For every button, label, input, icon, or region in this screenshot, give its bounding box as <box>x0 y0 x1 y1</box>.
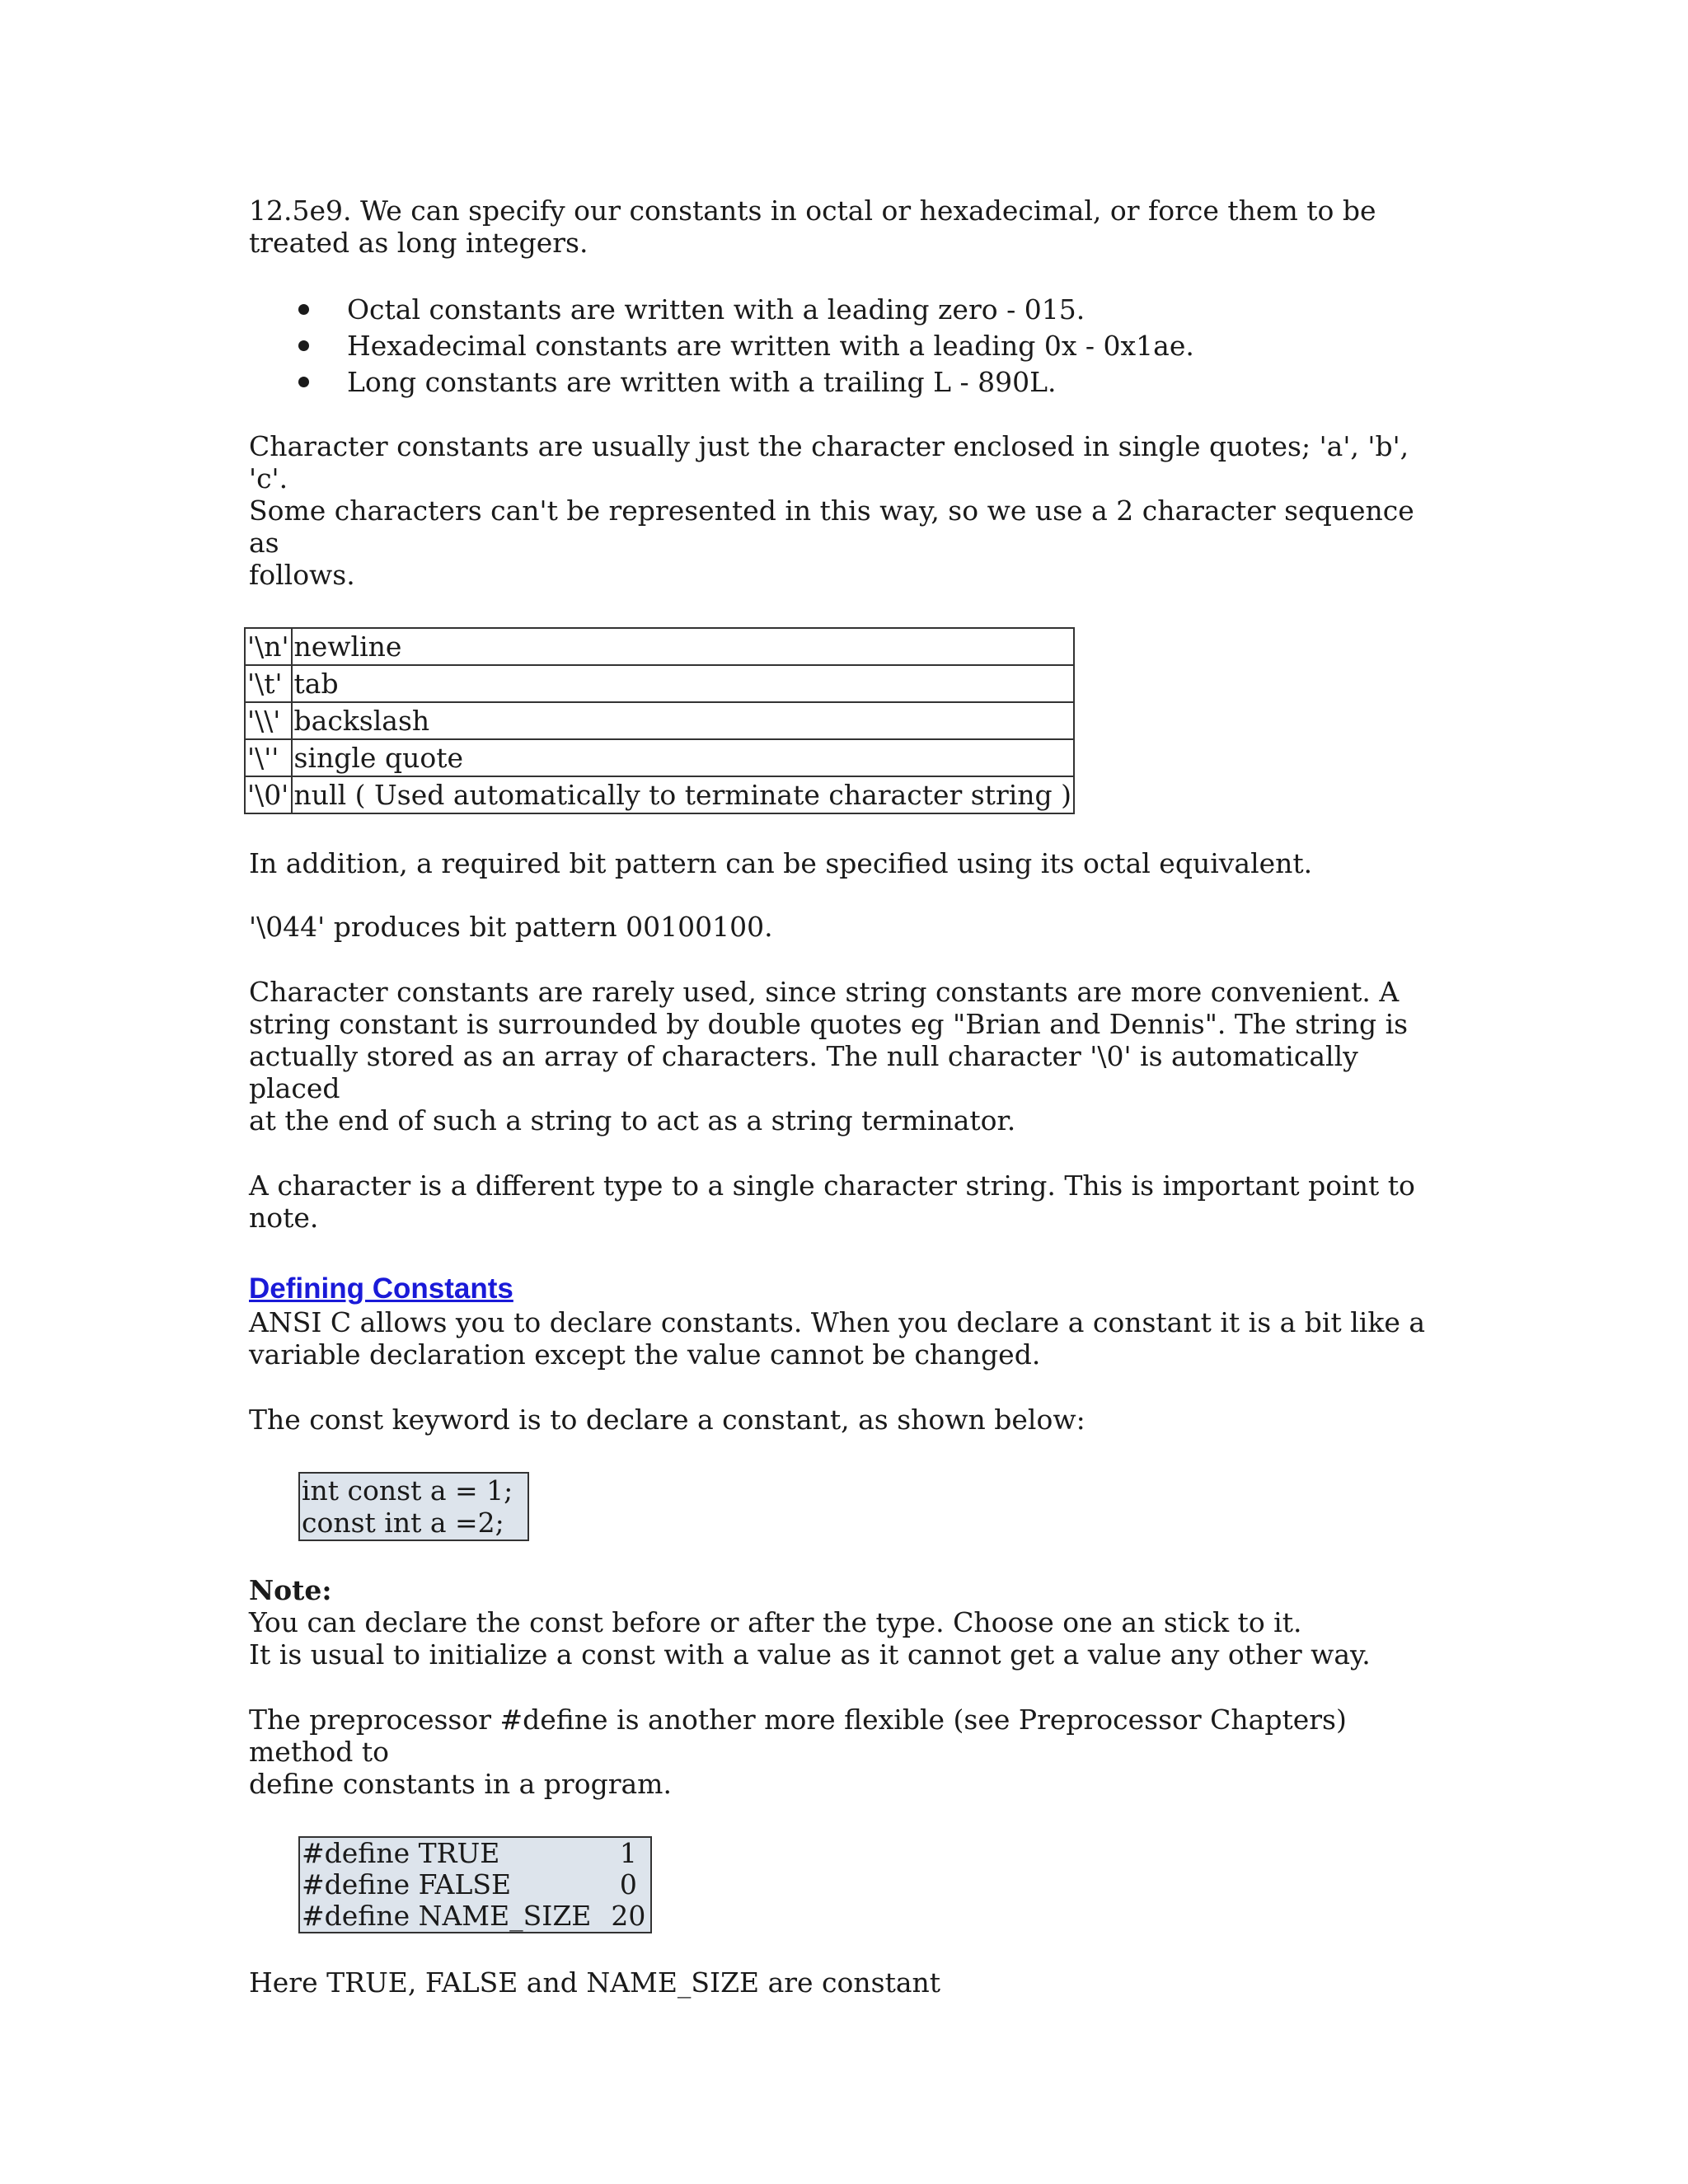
character-constants-paragraph: Character constants are usually just the character enclosed in single quotes; 'a', 'b', 'c'. Some characters can't be represented in this way, so we use a 2 character sequence as follows. <box>249 430 1414 591</box>
define-name: #define FALSE <box>302 1868 512 1900</box>
const-keyword-paragraph: The const keyword is to declare a constant, as shown below: <box>249 1404 1085 1436</box>
table-row <box>245 702 1074 739</box>
escape-code-cell: '\0' <box>245 776 292 813</box>
define-value: 20 <box>611 1900 646 1932</box>
defining-constants-heading-link[interactable]: Defining Constants <box>249 1272 513 1305</box>
define-value: 1 <box>619 1837 637 1869</box>
define-name: #define TRUE <box>302 1837 500 1869</box>
code-line: int const a = 1; <box>302 1474 513 1507</box>
bullet-icon <box>298 340 309 351</box>
escape-code-cell: '\'' <box>245 739 292 776</box>
document-page <box>249 194 1452 1999</box>
note-label: Note: <box>249 1574 332 1606</box>
intro-line-2: treated as long integers. <box>249 227 588 259</box>
escape-code-cell: '\n' <box>245 628 292 665</box>
type-difference-paragraph: A character is a different type to a single character string. This is important point to note. <box>249 1169 1415 1234</box>
closing-sentence: Here TRUE, FALSE and NAME_SIZE are constant <box>249 1966 941 1999</box>
note-block: Note: You can declare the const before or after the type. Choose one an stick to it. It is usual to initialize a const with a value as it cannot get a value any other way. <box>249 1574 1371 1671</box>
table-row <box>299 1837 651 1869</box>
define-name: #define NAME_SIZE <box>302 1900 592 1932</box>
constant-format-list <box>249 292 1452 401</box>
define-value: 0 <box>619 1868 637 1900</box>
list-item: Long constants are written with a trailing L - 890L. <box>249 364 1452 401</box>
table-row <box>245 628 1074 665</box>
octal-example: '\044' produces bit pattern 00100100. <box>249 911 773 943</box>
escape-meaning-cell: newline <box>292 628 1075 665</box>
list-item: Hexadecimal constants are written with a leading 0x - 0x1ae. <box>249 328 1452 364</box>
bullet-icon <box>298 377 309 387</box>
escape-code-cell: '\\' <box>245 702 292 739</box>
table-row <box>245 739 1074 776</box>
define-code-wrapper <box>249 1836 1452 1933</box>
const-code-box <box>298 1472 529 1541</box>
escape-code-cell: '\t' <box>245 665 292 702</box>
escape-meaning-cell: null ( Used automatically to terminate character string ) <box>292 776 1075 813</box>
intro-paragraph <box>249 194 1452 259</box>
table-row <box>299 1900 651 1933</box>
escape-meaning-cell: single quote <box>292 739 1075 776</box>
define-code-box <box>298 1836 652 1933</box>
escape-meaning-cell: backslash <box>292 702 1075 739</box>
table-row <box>245 665 1074 702</box>
intro-line-1: 12.5e9. We can specify our constants in octal or hexadecimal, or force them to be <box>249 194 1376 227</box>
string-constants-paragraph: Character constants are rarely used, since string constants are more convenient. A string constant is surrounded by double quotes eg "Brian and Dennis". The string is actually stored as an array of characters. The null character '\0' is automatically placed at the end of such a string to act as a string terminator. <box>249 976 1409 1137</box>
table-row <box>245 776 1074 813</box>
list-item: Octal constants are written with a leading zero - 015. <box>249 292 1452 328</box>
define-paragraph: The preprocessor #define is another more flexible (see Preprocessor Chapters) method to define constants in a program. <box>249 1704 1347 1800</box>
escape-meaning-cell: tab <box>292 665 1075 702</box>
octal-paragraph: In addition, a required bit pattern can be specified using its octal equivalent. <box>249 847 1313 879</box>
const-code-wrapper <box>249 1472 1452 1541</box>
table-row <box>299 1869 651 1900</box>
escape-sequence-table <box>244 627 1075 814</box>
ansi-paragraph: ANSI C allows you to declare constants. When you declare a constant it is a bit like a variable declaration except the value cannot be changed. <box>249 1306 1426 1371</box>
bullet-icon <box>298 304 309 315</box>
code-line: const int a =2; <box>302 1507 504 1539</box>
